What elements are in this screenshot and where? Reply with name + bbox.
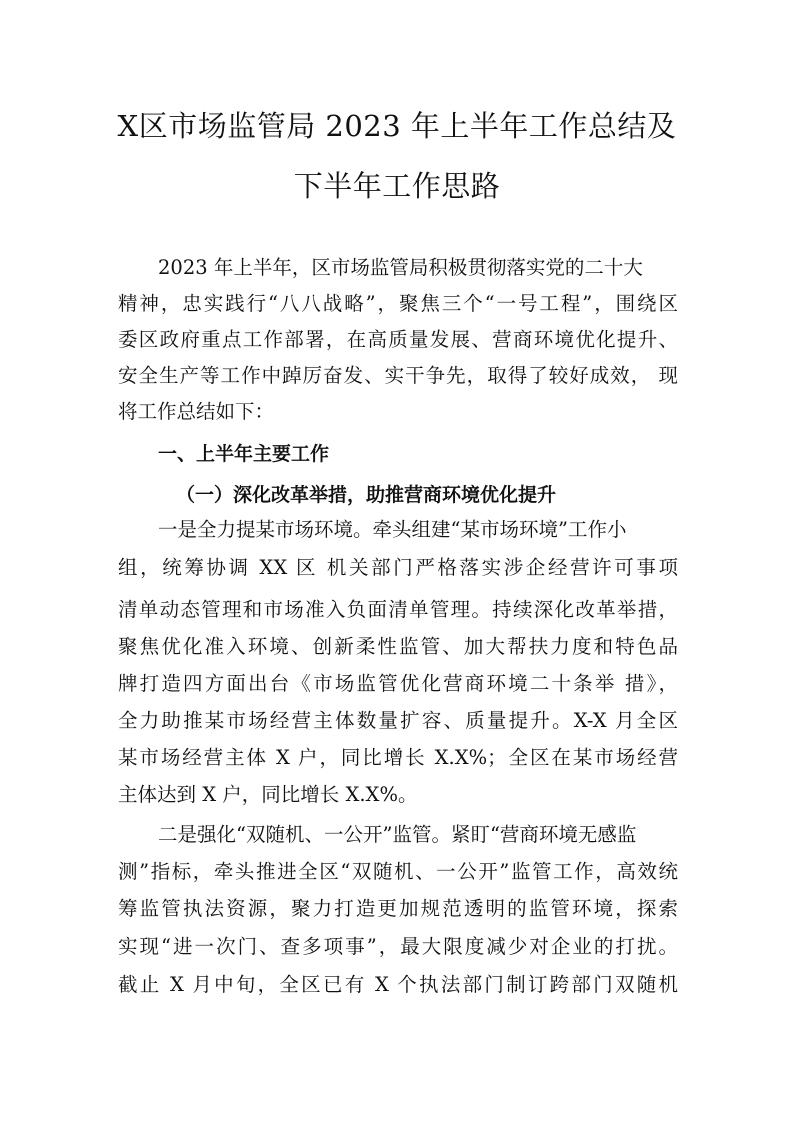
para2-line-1: 二是强化“双随机、一公开”监管。紧盯“营商环境无感监 [158, 823, 637, 846]
para1-line-5: 牌打造四方面出台《市场监管优化营商环境二十条举 措》， [118, 672, 678, 695]
para1-line-3: 清单动态管理和市场准入负面清单管理。持续深化改革举措， [118, 598, 678, 621]
para2-line-3: 筹监管执法资源，聚力打造更加规范透明的监管环境，探索 [118, 897, 678, 920]
para1-line-2: 组，统筹协调 XX 区 机关部门严格落实涉企经营许可事项 [118, 556, 678, 579]
intro-line-1: 2023 年上半年，区市场监管局积极贯彻落实党的二十大 [158, 256, 643, 279]
intro-line-2: 精神，忠实践行“八八战略”，聚焦三个“一号工程”，围绕区 [118, 292, 678, 315]
intro-line-4: 安全生产等工作中踔厉奋发、实干争先，取得了较好成效， 现 [118, 364, 678, 387]
intro-line-5: 将工作总结如下： [118, 400, 275, 423]
para2-line-5: 截止 X 月中旬，全区已有 X 个执法部门制订跨部门双随机 [118, 973, 678, 996]
subsection-heading-1: （一）深化改革举措，助推营商环境优化提升 [176, 484, 557, 506]
para1-line-4: 聚焦优化准入环境、创新柔性监管、加大帮扶力度和特色品 [118, 635, 678, 658]
document-title-line-2: 下半年工作思路 [293, 169, 501, 203]
intro-line-3: 委区政府重点工作部署，在高质量发展、营商环境优化提升、 [118, 328, 678, 351]
para1-line-7: 某市场经营主体 X 户，同比增长 X.X%；全区在某市场经营 [118, 746, 678, 769]
para1-line-1: 一是全力提某市场环境。牵头组建“某市场环境”工作小 [158, 518, 627, 541]
para1-line-6: 全力助推某市场经营主体数量扩容、质量提升。X-X 月全区 [118, 709, 678, 732]
para2-line-4: 实现“进一次门、查多项事”，最大限度减少对企业的打扰。 [118, 935, 678, 958]
para1-line-8: 主体达到 X 户，同比增长 X.X%。 [118, 783, 418, 806]
section-heading-1: 一、上半年主要工作 [158, 443, 330, 465]
document-title-line-1: X区市场监管局 2023 年上半年工作总结及 [117, 109, 677, 143]
para2-line-2: 测”指标，牵头推进全区“双随机、一公开”监管工作，高效统 [118, 860, 678, 883]
